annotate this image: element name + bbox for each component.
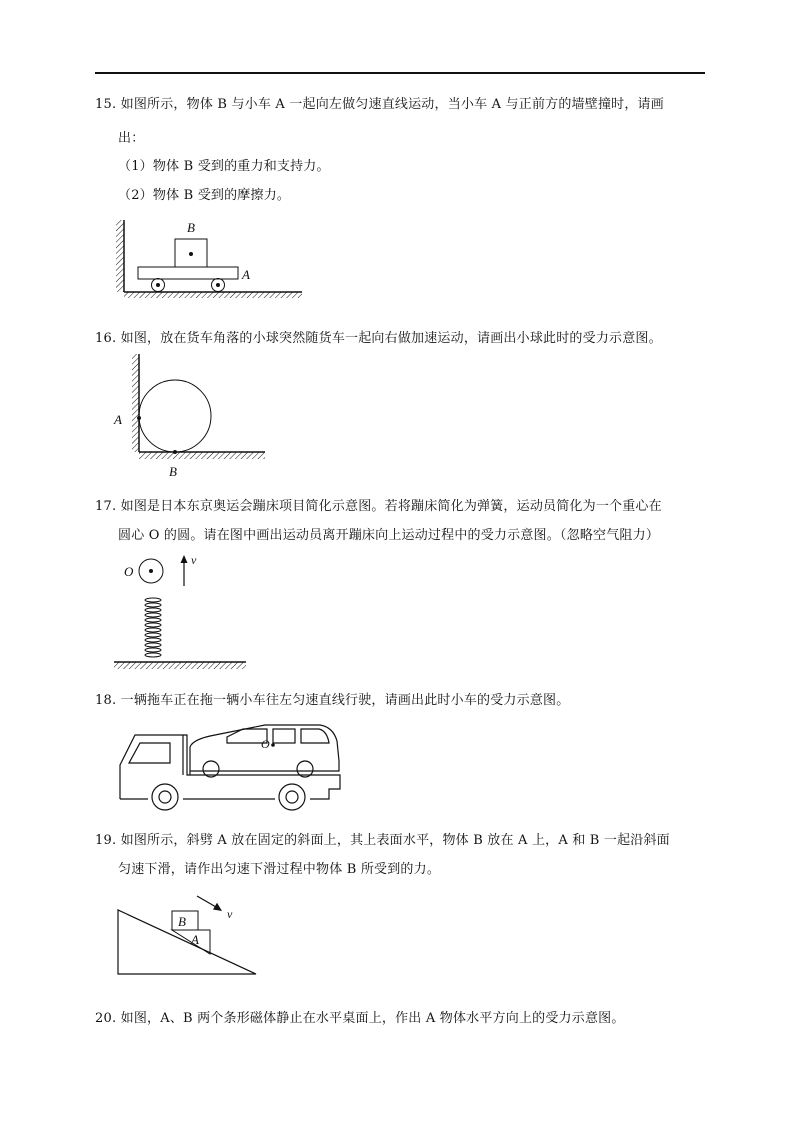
q17-number: 17. [95, 499, 117, 514]
q15-line-1 [95, 96, 664, 114]
q20-text-1: 如图，A、B 两个条形磁体静止在水平桌面上，作出 A 物体水平方向上的受力示意图。 [120, 1011, 625, 1026]
q15-text-1: 如图所示，物体 B 与小车 A 一起向左做匀速直线运动，当小车 A 与正前方的墙壁撞时，请画 [120, 97, 664, 112]
q16-ball [139, 380, 211, 452]
q18-car-window-rear [301, 729, 329, 743]
q16-wall-hatch [132, 354, 139, 452]
q15-cart-body [138, 267, 238, 279]
q17-text-2: 圆心 O 的圆。请在图中画出运动员离开蹦床向上运动过程中的受力示意图。（忽略空气阻力） [118, 528, 660, 543]
q19-velocity-arrow [197, 896, 216, 907]
q18-line-1 [95, 692, 569, 710]
q19-number: 19. [95, 833, 117, 848]
q19-label-b: B [178, 914, 186, 929]
q15-label-b: B [187, 220, 195, 235]
q17-spring [145, 598, 161, 657]
q17-label-o: O [124, 564, 134, 579]
q19-text-2: 匀速下滑，请作出匀速下滑过程中物体 B 所受到的力。 [118, 862, 441, 877]
q19-text-1: 如图所示，斜劈 A 放在固定的斜面上，其上表面水平，物体 B 放在 A 上，A 和 B 一起沿斜面 [120, 833, 670, 848]
q15-block-center-dot [189, 252, 193, 256]
q15-text-2: 出： [118, 131, 145, 146]
q15-wall-hatch [116, 220, 124, 292]
q20-line-1 [95, 1010, 625, 1028]
q16-label-b: B [169, 464, 177, 479]
page-top-rule [95, 72, 705, 74]
q16-point-a [137, 416, 141, 420]
q18-car-window-middle [273, 729, 295, 743]
q15-ground-hatch [124, 292, 302, 298]
q15-subitem-1: （1）物体 B 受到的重力和支持力。 [118, 159, 330, 174]
q19-fixed-incline [118, 910, 256, 974]
q18-car-center-dot [271, 743, 275, 747]
q19-label-v: v [227, 907, 233, 921]
q16-label-a: A [114, 412, 122, 427]
q15-number: 15. [95, 97, 117, 112]
q15-label-a: A [242, 267, 250, 282]
q19-incline-figure [112, 890, 272, 982]
q18-truck-wheel-rear [279, 784, 305, 810]
q18-tow-truck-body [120, 735, 340, 799]
q18-label-o: O [261, 737, 270, 751]
q18-truck-window [129, 743, 170, 763]
q19-line-1 [95, 832, 670, 850]
q15-cart-figure [112, 212, 312, 302]
q19-label-a: A [191, 932, 199, 947]
q18-number: 18. [95, 693, 117, 708]
q16-line-1 [95, 330, 662, 348]
q17-trampoline-figure [112, 550, 252, 676]
q18-tow-truck-figure [115, 715, 355, 815]
q17-ground-hatch [114, 662, 246, 669]
q17-text-1: 如图是日本东京奥运会蹦床项目简化示意图。若将蹦床简化为弹簧，运动员简化为一个重心在 [120, 499, 662, 514]
q16-ball-figure [110, 352, 270, 482]
q16-number: 16. [95, 331, 117, 346]
q17-label-v: v [191, 553, 197, 567]
q15-subitem-2: （2）物体 B 受到的摩擦力。 [118, 188, 291, 203]
q17-center-dot [149, 569, 153, 573]
q16-point-b [173, 450, 177, 454]
q18-truck-wheel-front [152, 784, 178, 810]
q20-number: 20. [95, 1011, 117, 1026]
q17-line-1 [95, 498, 662, 516]
q18-text-1: 一辆拖车正在拖一辆小车往左匀速直线行驶，请画出此时小车的受力示意图。 [120, 693, 570, 708]
q16-text-1: 如图，放在货车角落的小球突然随货车一起向右做加速运动，请画出小球此时的受力示意图。 [120, 331, 662, 346]
q16-floor-hatch [139, 452, 265, 459]
